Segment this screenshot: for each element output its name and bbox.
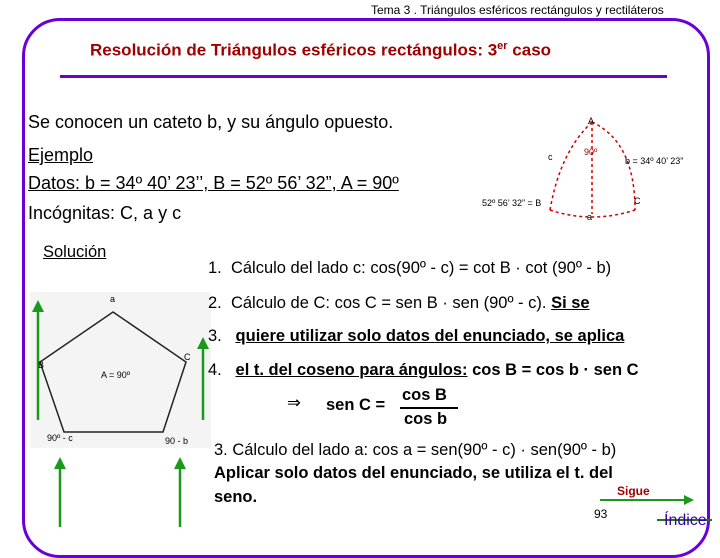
formula-denominator: cos b <box>404 410 448 428</box>
triangle-side-a: a <box>587 212 593 222</box>
step-3: 3. quiere utilizar solo datos del enunciado, se aplica <box>208 327 625 345</box>
step-1: 1. Cálculo del lado c: cos(90º - c) = cot B · cot (90º - b) <box>208 259 612 277</box>
green-arrowhead-bottom-right <box>174 457 186 469</box>
slide-title: Resolución de Triángulos esféricos rectángulos: 3er caso <box>90 40 552 60</box>
pentagon-label-c: C <box>184 352 191 362</box>
step-5-line-3: seno. <box>214 488 258 506</box>
pentagon-bottom-right-label: 90 - b <box>165 436 189 446</box>
step-5-line-2: Aplicar solo datos del enunciado, se utiliza el t. del <box>214 464 613 482</box>
step-5-line-1: 3. Cálculo del lado a: cos a = sen(90º - c) · sen(90º - b) <box>214 441 617 459</box>
pentagon-label-b: B <box>38 360 45 370</box>
triangle-side-right <box>592 122 635 210</box>
implies-symbol: ⇒ <box>287 394 301 412</box>
triangle-vertex-c: C <box>634 196 641 206</box>
intro-text: Se conocen un cateto b, y su ángulo opuesto. <box>28 112 394 132</box>
next-link[interactable]: Sigue <box>617 484 650 498</box>
page-number: 93 <box>594 507 608 521</box>
pentagon-bottom-left-label: 90º - c <box>47 433 73 443</box>
incognitas-text: Incógnitas: C, a y c <box>28 203 182 223</box>
spherical-triangle-figure <box>475 112 715 227</box>
triangle-angle-b: 52º 56’ 32” = B <box>482 198 542 208</box>
bottom-arrows <box>30 455 220 530</box>
formula-fraction-bar <box>400 407 458 409</box>
index-link[interactable]: Índice <box>664 512 707 529</box>
solucion-label: Solución <box>43 243 107 261</box>
pentagon-center-label: A = 90º <box>101 370 131 380</box>
triangle-vertex-a: A <box>588 116 595 126</box>
step-4: 4. el t. del coseno para ángulos: cos B = cos b · sen C <box>208 361 639 379</box>
title-rule <box>60 75 667 78</box>
datos-text: Datos: b = 34º 40’ 23’’, B = 52º 56’ 32”, A = 90º <box>28 173 399 193</box>
formula-numerator: cos B <box>402 386 447 404</box>
example-label: Ejemplo <box>28 145 94 165</box>
step-2: 2. Cálculo de C: cos C = sen B · sen (90º - c). Si se <box>208 294 590 312</box>
triangle-side-c: c <box>548 152 553 162</box>
triangle-angle-90: 90º <box>584 147 598 157</box>
green-arrowhead-bottom-left <box>54 457 66 469</box>
next-arrow-icon[interactable] <box>598 494 698 506</box>
triangle-side-b: b = 34º 40’ 23” <box>625 156 684 166</box>
header-text: Tema 3 . Triángulos esféricos rectángulos y rectiláteros <box>371 3 664 17</box>
triangle-side-arc <box>550 122 592 210</box>
formula-lhs: sen C = <box>326 396 386 414</box>
pentagon-label-a: a <box>110 294 116 304</box>
